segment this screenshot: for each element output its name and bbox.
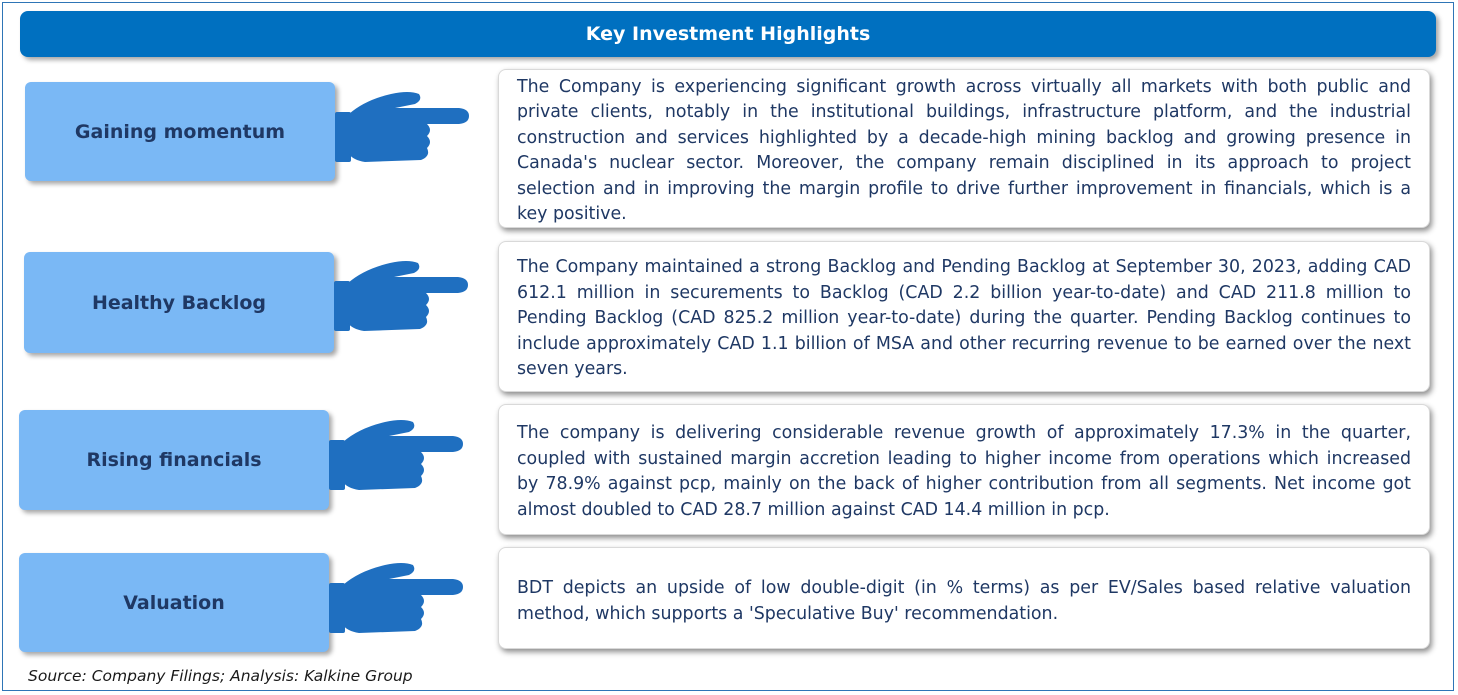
pointing-hand-icon (329, 551, 469, 647)
description-text: The Company is experiencing significant growth across virtually all markets with both public and private clients, notably in the institutional buildings, infrastructure platform, and the industrial construction and services highlighted by a decade-high mining backlog and growing presence in Canada's nuclear sector. Moreover, the company remain disciplined in its approach to project selection and in improving the margin profile to drive further improvement in financials, which is a key positive. (517, 76, 1411, 224)
page-title: Key Investment Highlights (20, 11, 1436, 57)
description-rising-financials (498, 404, 1430, 535)
description-healthy-backlog (498, 241, 1430, 392)
label-rising-financials: Rising financials (19, 410, 329, 510)
pointing-hand-icon (329, 408, 469, 504)
pointing-hand-icon (334, 249, 474, 345)
label-valuation: Valuation (19, 553, 329, 652)
description-gaining-momentum (498, 69, 1430, 228)
label-gaining-momentum: Gaining momentum (25, 82, 335, 181)
pointing-hand-icon (335, 80, 475, 176)
description-text: BDT depicts an upside of low double-digit (in % terms) as per EV/Sales based relative valuation method, which supports a 'Speculative Buy' recommendation. (517, 578, 1411, 624)
description-text: The company is delivering considerable revenue growth of approximately 17.3% in the quarter, coupled with sustained margin accretion leading to higher income from operations which increased by 78.9% against pcp, mainly on the back of higher contribution from all segments. Net income got almost doubled to CAD 28.7 million against CAD 14.4 million in pcp. (517, 423, 1411, 520)
source-note: Source: Company Filings; Analysis: Kalkine Group (28, 667, 413, 685)
description-text: The Company maintained a strong Backlog and Pending Backlog at September 30, 2023, adding CAD 612.1 million in securements to Backlog (CAD 2.2 billion year-to-date) and CAD 211.8 million to Pending Backlog (CAD 825.2 million year-to-date) during the quarter. Pending Backlog continues to include approximately CAD 1.1 billion of MSA and other recurring revenue to be earned over the next seven years. (517, 257, 1411, 380)
description-valuation (498, 547, 1430, 649)
label-healthy-backlog: Healthy Backlog (24, 252, 334, 353)
